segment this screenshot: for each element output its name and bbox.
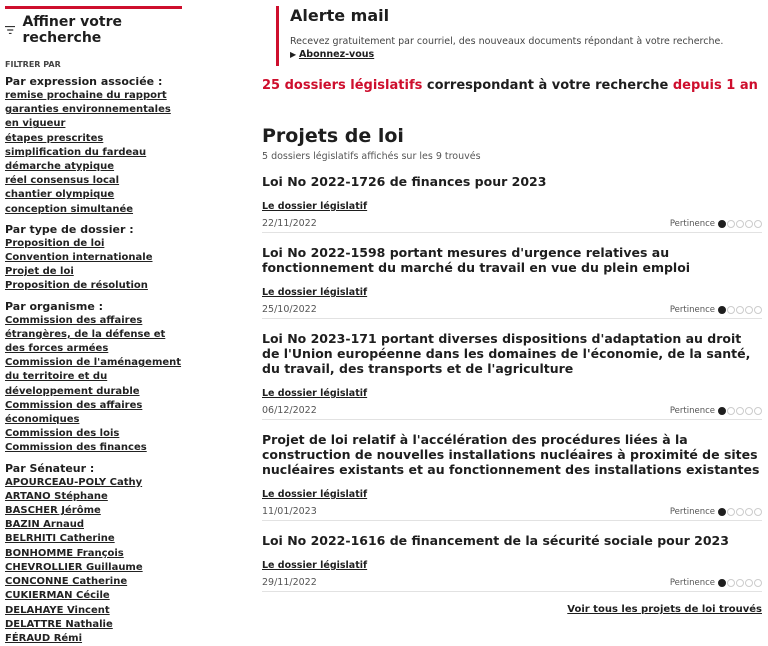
pertinence-label: Pertinence: [669, 577, 715, 588]
filter-group-title: Par expression associée :: [5, 75, 163, 88]
result-date: 11/01/2023: [262, 506, 317, 517]
filter-link[interactable]: BONHOMME François: [5, 547, 124, 559]
filter-link[interactable]: BASCHER Jérôme: [5, 505, 101, 517]
filter-link[interactable]: Commission des lois: [5, 428, 120, 440]
result-title: Projet de loi relatif à l'accélération des procédures liées à la construction de nouvelles installations nucléaires à proximité de sites nucléaires existants et au fonctionnement des installations existantes: [262, 432, 760, 477]
result-item: [262, 331, 762, 420]
result-date: 06/12/2022: [262, 405, 317, 416]
pertinence-dot: [727, 220, 735, 228]
filter-group: [5, 74, 182, 217]
filter-group-title: Par organisme :: [5, 299, 104, 313]
alert-title: Alerte mail: [290, 6, 390, 25]
dossier-link[interactable]: Le dossier législatif: [262, 201, 368, 212]
filter-link[interactable]: Convention internationale: [5, 252, 153, 264]
pertinence-rating: [670, 219, 762, 229]
pertinence-dot: [727, 306, 735, 314]
filter-link[interactable]: réel consensus local: [5, 175, 120, 187]
count-number: 25 dossiers législatifs: [262, 78, 423, 93]
pertinence-rating: [670, 578, 762, 588]
dossier-link[interactable]: Le dossier législatif: [262, 287, 368, 298]
filter-link[interactable]: simplification du fardeau: [5, 146, 147, 158]
pertinence-dot: [745, 508, 753, 516]
section-title: Projets de loi: [262, 125, 404, 147]
pertinence-dot: [736, 306, 744, 314]
caret-right-icon: ▶: [290, 50, 299, 59]
pertinence-dot: [718, 220, 726, 228]
pertinence-rating: [670, 507, 762, 517]
pertinence-dot: [718, 306, 726, 314]
pertinence-dot: [736, 508, 744, 516]
result-title: Loi No 2023-171 portant diverses dispositions d'adaptation au droit de l'Union européenne dans les domaines de l'économie, de la santé, du travail, des transports et de l'agriculture: [262, 331, 751, 376]
filter-link[interactable]: conception simultanée: [5, 203, 134, 215]
pertinence-dot: [727, 579, 735, 587]
filter-link[interactable]: Projet de loi: [5, 266, 74, 278]
count-period: depuis 1 an: [672, 78, 758, 93]
pertinence-dot: [745, 407, 753, 415]
result-title: Loi No 2022-1616 de financement de la sécurité sociale pour 2023: [262, 533, 729, 548]
filter-label: FILTRER PAR: [5, 60, 61, 69]
filter-link[interactable]: Commission de l'aménagement du territoire et du développement durable: [5, 357, 182, 397]
result-date: 29/11/2022: [262, 577, 317, 588]
result-item: [262, 245, 762, 319]
result-date: 22/11/2022: [262, 218, 317, 229]
filter-link[interactable]: FÉRAUD Rémi: [5, 632, 83, 644]
mail-alert: [276, 6, 762, 66]
pertinence-dot: [736, 579, 744, 587]
pertinence-dot: [754, 407, 762, 415]
result-title: Loi No 2022-1726 de finances pour 2023: [262, 174, 547, 189]
pertinence-dot: [745, 220, 753, 228]
pertinence-label: Pertinence: [669, 304, 715, 315]
pertinence-label: Pertinence: [669, 506, 715, 517]
pertinence-dot: [727, 508, 735, 516]
accent-bar: [5, 6, 182, 9]
sidebar-title: [5, 14, 182, 46]
pertinence-rating: [670, 305, 762, 315]
filter-link[interactable]: chantier olympique: [5, 189, 115, 201]
filter-group: [5, 461, 182, 646]
dossier-link[interactable]: Le dossier législatif: [262, 560, 368, 571]
filter-link[interactable]: garanties environnementales en vigueur: [5, 104, 171, 130]
filter-link[interactable]: DELATTRE Nathalie: [5, 618, 113, 630]
pertinence-rating: [670, 406, 762, 416]
filter-link[interactable]: CHEVROLLIER Guillaume: [5, 561, 143, 573]
sidebar-title-text: Affiner votre recherche: [22, 14, 122, 46]
filter-link[interactable]: démarche atypique: [5, 161, 115, 173]
filter-link[interactable]: APOURCEAU-POLY Cathy: [5, 476, 143, 488]
pertinence-dot: [754, 220, 762, 228]
pertinence-dot: [745, 306, 753, 314]
section-subtitle: 5 dossiers législatifs affichés sur les 9 trouvés: [262, 151, 481, 162]
filter-link[interactable]: Commission des finances: [5, 442, 147, 454]
filter-group: [5, 222, 182, 294]
filter-link[interactable]: Commission des affaires économiques: [5, 399, 143, 426]
filter-link[interactable]: ARTANO Stéphane: [5, 490, 108, 502]
pertinence-dot: [745, 579, 753, 587]
result-date: 25/10/2022: [262, 304, 317, 315]
filter-link[interactable]: BELRHITI Catherine: [5, 533, 115, 545]
pertinence-label: Pertinence: [669, 218, 715, 229]
filter-link[interactable]: CONCONNE Catherine: [5, 576, 128, 588]
pertinence-dot: [754, 508, 762, 516]
pertinence-label: Pertinence: [669, 405, 715, 416]
pertinence-dot: [736, 220, 744, 228]
results-count: [262, 78, 762, 93]
main-content: [262, 0, 762, 615]
filter-link[interactable]: CUKIERMAN Cécile: [5, 590, 110, 602]
filter-link[interactable]: étapes prescrites: [5, 132, 104, 144]
filter-link[interactable]: remise prochaine du rapport: [5, 90, 167, 101]
refine-sidebar: [5, 6, 182, 646]
filter-link[interactable]: Proposition de loi: [5, 237, 105, 249]
filter-link[interactable]: Proposition de résolution: [5, 280, 148, 292]
subscribe-link[interactable]: Abonnez-vous: [298, 49, 375, 60]
filter-link[interactable]: DELAHAYE Vincent: [5, 604, 110, 616]
pertinence-dot: [718, 579, 726, 587]
result-title: Loi No 2022-1598 portant mesures d'urgence relatives au fonctionnement du marché du travail en vue du plein emploi: [262, 245, 691, 275]
filter-group: [5, 299, 182, 456]
filter-link[interactable]: Commission des affaires étrangères, de la défense et des forces armées: [5, 314, 166, 355]
dossier-link[interactable]: Le dossier législatif: [262, 388, 368, 399]
see-all-link[interactable]: Voir tous les projets de loi trouvés: [567, 604, 762, 615]
pertinence-dot: [718, 508, 726, 516]
filter-group-title: Par type de dossier :: [5, 222, 134, 236]
filter-group-title: Par Sénateur :: [5, 461, 95, 475]
pertinence-dot: [754, 579, 762, 587]
filter-link[interactable]: BAZIN Arnaud: [5, 519, 84, 531]
result-item: [262, 174, 762, 233]
pertinence-dot: [727, 407, 735, 415]
pertinence-dot: [718, 407, 726, 415]
pertinence-dot: [736, 407, 744, 415]
alert-text: Recevez gratuitement par courriel, des nouveaux documents répondant à votre recherche.: [290, 36, 724, 47]
dossier-link[interactable]: Le dossier législatif: [262, 489, 368, 500]
pertinence-dot: [754, 306, 762, 314]
filter-icon: [5, 25, 15, 35]
count-text: correspondant à votre recherche: [422, 78, 673, 93]
result-item: [262, 432, 762, 521]
result-item: [262, 533, 762, 592]
